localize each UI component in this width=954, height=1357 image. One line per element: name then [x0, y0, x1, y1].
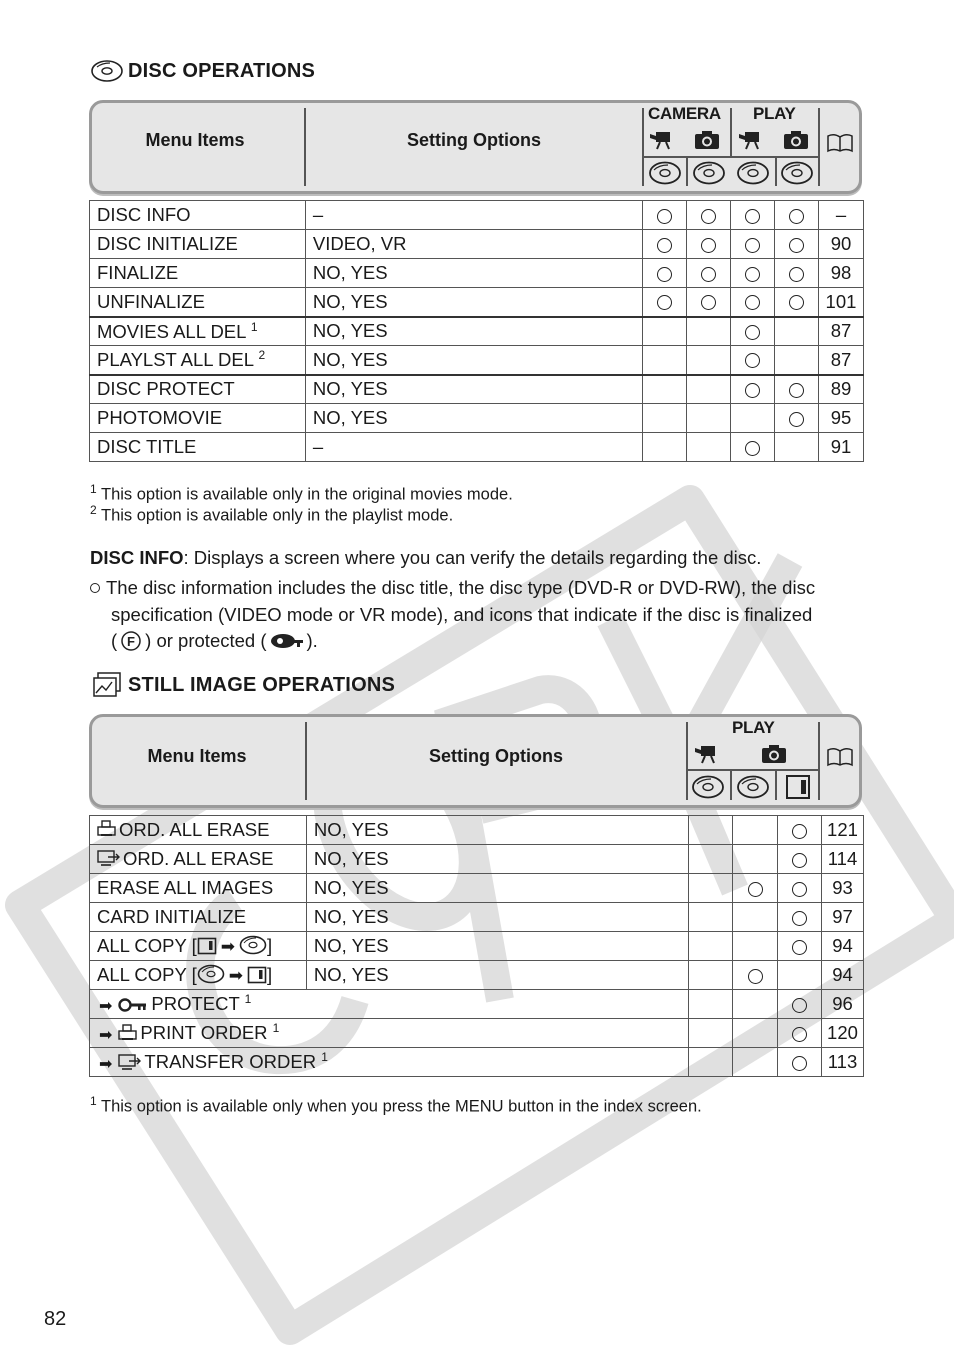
- page-ref-cell: 91: [818, 433, 863, 462]
- disc-info-bullet: The disc information includes the disc title, the disc type (DVD-R or DVD-RW), the disc: [90, 575, 815, 602]
- table-row: [90, 230, 864, 259]
- photo-camera-icon: [694, 130, 720, 150]
- page-ref-cell: –: [818, 201, 863, 230]
- page-ref-cell: 95: [818, 404, 863, 433]
- available-circle-icon: [701, 238, 716, 253]
- print-icon: [118, 1024, 138, 1042]
- setting-options-cell: NO, YES: [306, 932, 688, 961]
- availability-cell: [731, 201, 775, 230]
- menu-item-cell: UNFINALIZE: [90, 288, 306, 317]
- availability-cell: [687, 201, 731, 230]
- still-header-setting-options: Setting Options: [429, 746, 563, 766]
- availability-cell: [775, 317, 819, 346]
- still-image-icon: [92, 671, 124, 699]
- available-circle-icon: [789, 238, 804, 253]
- availability-cell: [778, 990, 822, 1019]
- availability-cell: [733, 990, 778, 1019]
- disc-icon: [780, 161, 814, 185]
- available-circle-icon: [745, 238, 760, 253]
- disc-footnote-2: $^2$ This option is available only in the playlist mode.: [90, 503, 454, 525]
- still-footnote-1: $^1$ This option is available only when you press the MENU button in the index screen.: [90, 1094, 702, 1116]
- menu-item-cell: ➡ PRINT ORDER $^1$: [90, 1019, 689, 1048]
- disc-header-setting-options: Setting Options: [407, 130, 541, 150]
- table-row: [90, 961, 864, 990]
- camera-label: CAMERA: [648, 104, 721, 123]
- photo-camera-icon: [783, 130, 809, 150]
- available-circle-icon: [789, 383, 804, 398]
- table-row: [90, 816, 864, 845]
- table-row: [90, 845, 864, 874]
- availability-cell: [778, 903, 822, 932]
- page-ref-cell: 90: [818, 230, 863, 259]
- disc-icon: [90, 58, 124, 84]
- available-circle-icon: [789, 267, 804, 282]
- available-circle-icon: [792, 882, 807, 897]
- movie-camera-icon: [693, 742, 723, 766]
- setting-options-cell: NO, YES: [306, 845, 688, 874]
- availability-cell: [778, 961, 822, 990]
- available-circle-icon: [701, 295, 716, 310]
- still-image-title: STILL IMAGE OPERATIONS: [128, 673, 396, 696]
- availability-cell: [687, 404, 731, 433]
- available-circle-icon: [792, 1027, 807, 1042]
- availability-cell: [689, 932, 733, 961]
- menu-item-cell: CARD INITIALIZE: [90, 903, 307, 932]
- available-circle-icon: [745, 325, 760, 340]
- setting-options-cell: NO, YES: [305, 375, 642, 404]
- availability-cell: [731, 404, 775, 433]
- memory-card-icon: [784, 774, 812, 800]
- menu-item-cell: PHOTOMOVIE: [90, 404, 306, 433]
- disc-icon: [736, 775, 770, 799]
- available-circle-icon: [748, 882, 763, 897]
- setting-options-cell: –: [305, 201, 642, 230]
- table-row: [90, 903, 864, 932]
- availability-cell: [687, 259, 731, 288]
- availability-cell: [687, 346, 731, 375]
- availability-cell: [733, 874, 778, 903]
- table-row: [90, 259, 864, 288]
- page-ref-cell: 113: [821, 1048, 863, 1077]
- availability-cell: [689, 903, 733, 932]
- still-image-heading: [92, 671, 395, 699]
- availability-cell: [775, 375, 819, 404]
- available-circle-icon: [792, 1056, 807, 1071]
- memory-card-icon: [247, 966, 267, 984]
- availability-cell: [731, 317, 775, 346]
- page-ref-cell: 93: [821, 874, 863, 903]
- available-circle-icon: [789, 412, 804, 427]
- disc-icon: [197, 964, 225, 984]
- arrow-icon: ➡: [99, 997, 113, 1015]
- table-row: [90, 990, 864, 1019]
- disc-info-text: : Displays a screen where you can verify the details regarding the disc.: [183, 547, 762, 568]
- available-circle-icon: [748, 969, 763, 984]
- table-row: [90, 1048, 864, 1077]
- page-ref-cell: 87: [818, 346, 863, 375]
- available-circle-icon: [745, 353, 760, 368]
- table-row: [90, 932, 864, 961]
- available-circle-icon: [745, 295, 760, 310]
- page-ref-cell: 94: [821, 961, 863, 990]
- transfer-icon: [118, 1053, 142, 1071]
- availability-cell: [733, 1048, 778, 1077]
- disc-header-menu-items: Menu Items: [145, 130, 245, 150]
- page-ref-cell: 94: [821, 932, 863, 961]
- available-circle-icon: [657, 238, 672, 253]
- availability-cell: [689, 845, 733, 874]
- disc-info-label: DISC INFO: [90, 547, 184, 568]
- setting-options-cell: NO, YES: [305, 317, 642, 346]
- menu-item-cell: ➡ PROTECT $^1$: [90, 990, 689, 1019]
- menu-item-cell: ALL COPY [ ➡ ]: [90, 932, 307, 961]
- disc-icon: [648, 161, 682, 185]
- photo-camera-icon: [761, 744, 787, 764]
- availability-cell: [778, 845, 822, 874]
- setting-options-cell: NO, YES: [305, 259, 642, 288]
- available-circle-icon: [745, 209, 760, 224]
- disc-info-bullet-line3: ( F ) or protected ( ).: [111, 630, 318, 651]
- availability-cell: [731, 230, 775, 259]
- menu-item-cell: DISC TITLE: [90, 433, 306, 462]
- setting-options-cell: NO, YES: [305, 404, 642, 433]
- available-circle-icon: [745, 383, 760, 398]
- availability-cell: [733, 903, 778, 932]
- print-icon: [97, 820, 117, 838]
- availability-cell: [775, 230, 819, 259]
- setting-options-cell: NO, YES: [305, 346, 642, 375]
- setting-options-cell: –: [305, 433, 642, 462]
- availability-cell: [778, 816, 822, 845]
- menu-item-cell: DISC INFO: [90, 201, 306, 230]
- disc-operations-title: DISC OPERATIONS: [128, 59, 316, 82]
- availability-cell: [733, 816, 778, 845]
- available-circle-icon: [745, 267, 760, 282]
- page-ref-cell: 114: [821, 845, 863, 874]
- availability-cell: [687, 288, 731, 317]
- page-ref-cell: 120: [821, 1019, 863, 1048]
- menu-item-cell: PLAYLST ALL DEL $^2$: [90, 346, 306, 375]
- available-circle-icon: [701, 209, 716, 224]
- menu-item-cell: FINALIZE: [90, 259, 306, 288]
- availability-cell: [778, 932, 822, 961]
- availability-cell: [687, 230, 731, 259]
- movie-camera-icon: [648, 128, 678, 152]
- setting-options-cell: NO, YES: [306, 961, 688, 990]
- disc-icon: [239, 935, 267, 955]
- availability-cell: [689, 990, 733, 1019]
- page-ref-cell: 121: [821, 816, 863, 845]
- availability-cell: [643, 346, 687, 375]
- still-image-table: [89, 815, 864, 1077]
- availability-cell: [689, 874, 733, 903]
- menu-item-cell: ALL COPY [ ➡ ]: [90, 961, 307, 990]
- availability-cell: [643, 230, 687, 259]
- availability-cell: [689, 816, 733, 845]
- available-circle-icon: [792, 911, 807, 926]
- availability-cell: [689, 1019, 733, 1048]
- table-row: [90, 404, 864, 433]
- table-row: [90, 346, 864, 375]
- available-circle-icon: [792, 824, 807, 839]
- key-icon: [118, 997, 148, 1013]
- available-circle-icon: [789, 295, 804, 310]
- availability-cell: [733, 961, 778, 990]
- availability-cell: [689, 961, 733, 990]
- available-circle-icon: [792, 998, 807, 1013]
- menu-item-cell: ERASE ALL IMAGES: [90, 874, 307, 903]
- available-circle-icon: [792, 853, 807, 868]
- availability-cell: [643, 433, 687, 462]
- table-row: [90, 288, 864, 317]
- availability-cell: [731, 346, 775, 375]
- availability-cell: [643, 404, 687, 433]
- availability-cell: [643, 288, 687, 317]
- disc-info-bullet-line2: specification (VIDEO mode or VR mode), and icons that indicate if the disc is finalized: [111, 604, 813, 625]
- availability-cell: [643, 375, 687, 404]
- available-circle-icon: [701, 267, 716, 282]
- availability-cell: [689, 1048, 733, 1077]
- availability-cell: [775, 346, 819, 375]
- available-circle-icon: [657, 267, 672, 282]
- transfer-icon: [97, 849, 121, 867]
- available-circle-icon: [789, 209, 804, 224]
- table-row: [90, 375, 864, 404]
- table-row: [90, 874, 864, 903]
- table-row: [90, 317, 864, 346]
- finalized-icon: [119, 630, 143, 652]
- availability-cell: [687, 433, 731, 462]
- arrow-icon: ➡: [99, 1026, 113, 1044]
- page-ref-cell: 87: [818, 317, 863, 346]
- book-icon: [826, 747, 854, 767]
- availability-cell: [733, 845, 778, 874]
- menu-item-cell: ORD. ALL ERASE: [90, 816, 307, 845]
- availability-cell: [778, 1048, 822, 1077]
- menu-item-cell: ➡ TRANSFER ORDER $^1$: [90, 1048, 689, 1077]
- availability-cell: [775, 201, 819, 230]
- availability-cell: [733, 932, 778, 961]
- disc-operations-heading: [90, 58, 315, 84]
- setting-options-cell: NO, YES: [305, 288, 642, 317]
- arrow-icon: ➡: [220, 937, 235, 956]
- memory-card-icon: [197, 937, 217, 955]
- disc-operations-table: [89, 200, 864, 462]
- page-ref-cell: 96: [821, 990, 863, 1019]
- menu-item-cell: DISC INITIALIZE: [90, 230, 306, 259]
- setting-options-cell: NO, YES: [306, 903, 688, 932]
- setting-options-cell: NO, YES: [306, 874, 688, 903]
- availability-cell: [687, 317, 731, 346]
- disc-icon: [736, 161, 770, 185]
- page-number: 82: [44, 1308, 67, 1330]
- disc-footnote-1: $^1$ This option is available only in the original movies mode.: [90, 482, 513, 504]
- setting-options-cell: NO, YES: [306, 816, 688, 845]
- play-label: PLAY: [753, 104, 796, 123]
- availability-cell: [731, 259, 775, 288]
- movie-camera-icon: [737, 128, 767, 152]
- page-ref-cell: 97: [821, 903, 863, 932]
- table-row: [90, 201, 864, 230]
- availability-cell: [778, 1019, 822, 1048]
- table-row: [90, 433, 864, 462]
- availability-cell: [687, 375, 731, 404]
- available-circle-icon: [745, 441, 760, 456]
- available-circle-icon: [792, 940, 807, 955]
- page-ref-cell: 89: [818, 375, 863, 404]
- availability-cell: [643, 201, 687, 230]
- svg-text:F: F: [127, 634, 136, 650]
- table-row: [90, 1019, 864, 1048]
- arrow-icon: ➡: [99, 1055, 113, 1073]
- disc-info-paragraph: [90, 545, 761, 572]
- menu-item-cell: MOVIES ALL DEL $^1$: [90, 317, 306, 346]
- availability-cell: [731, 375, 775, 404]
- setting-options-cell: VIDEO, VR: [305, 230, 642, 259]
- availability-cell: [643, 259, 687, 288]
- availability-cell: [775, 404, 819, 433]
- still-play-label: PLAY: [732, 718, 775, 737]
- availability-cell: [731, 288, 775, 317]
- availability-cell: [643, 317, 687, 346]
- disc-icon: [691, 775, 725, 799]
- availability-cell: [733, 1019, 778, 1048]
- available-circle-icon: [657, 295, 672, 310]
- availability-cell: [775, 288, 819, 317]
- book-icon: [826, 133, 854, 153]
- page-ref-cell: 98: [818, 259, 863, 288]
- menu-item-cell: DISC PROTECT: [90, 375, 306, 404]
- arrow-icon: ➡: [228, 966, 243, 985]
- availability-cell: [775, 433, 819, 462]
- availability-cell: [731, 433, 775, 462]
- protected-icon: [269, 631, 305, 651]
- menu-item-cell: ORD. ALL ERASE: [90, 845, 307, 874]
- disc-icon: [692, 161, 726, 185]
- bullet-icon: [90, 583, 100, 593]
- availability-cell: [778, 874, 822, 903]
- still-header-menu-items: Menu Items: [147, 746, 247, 766]
- availability-cell: [775, 259, 819, 288]
- page-ref-cell: 101: [818, 288, 863, 317]
- available-circle-icon: [657, 209, 672, 224]
